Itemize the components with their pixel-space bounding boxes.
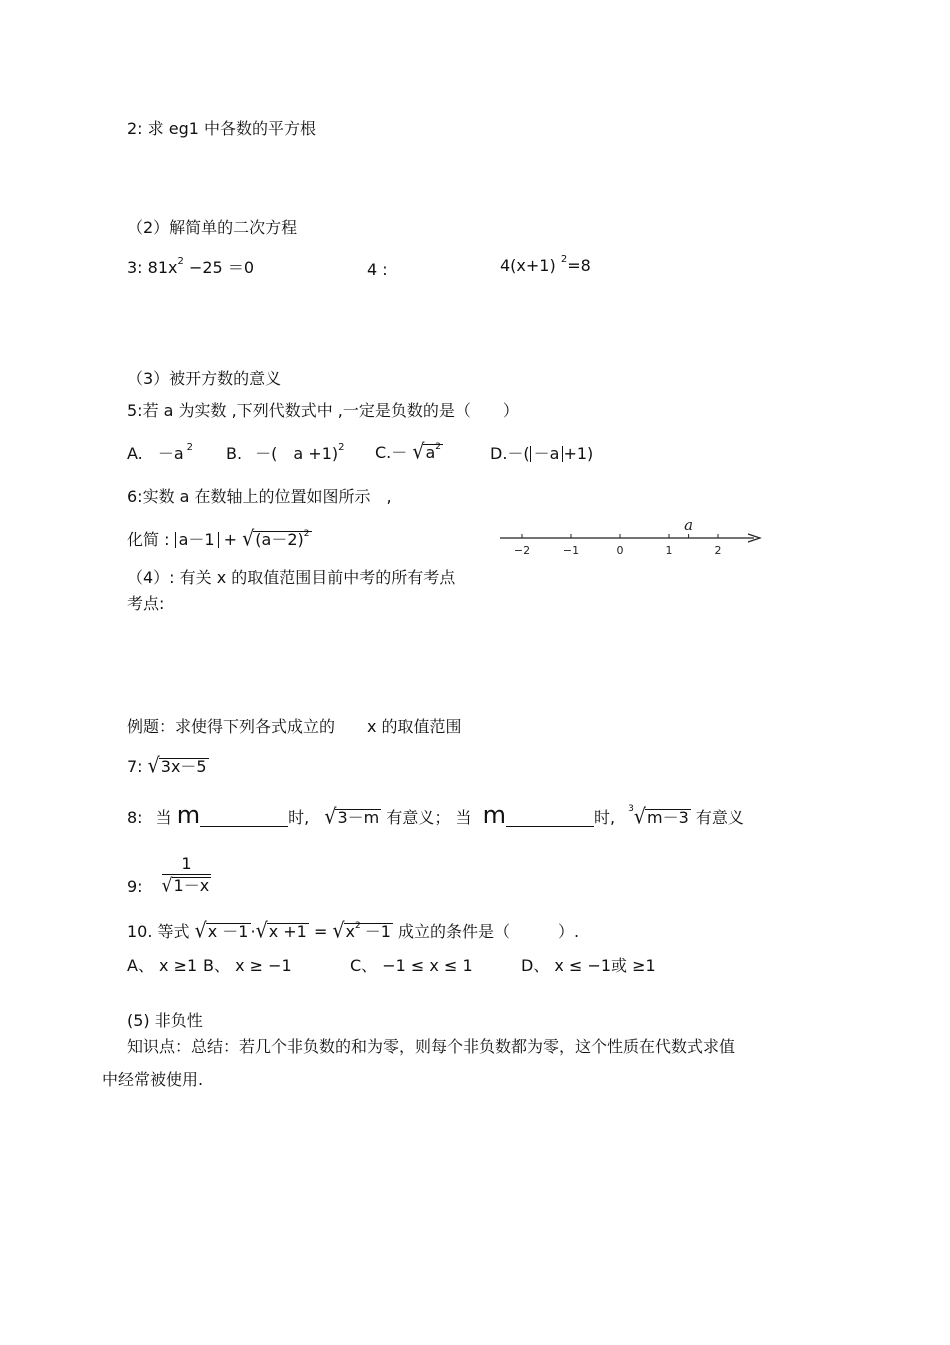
- number-line-tick-label: 2: [714, 544, 722, 557]
- q8-root-index: 3: [628, 804, 634, 814]
- q8-cube-root: $^3$√m－3: [628, 804, 689, 830]
- question-7: [127, 753, 209, 779]
- question-4: [500, 254, 591, 275]
- q8-m: m: [176, 801, 201, 829]
- q5c-radical: $√a^2$: [412, 439, 442, 465]
- question-6-stem: 6:实数 a 在数轴上的位置如图所示 ,: [127, 487, 392, 506]
- q3-term: 81x: [147, 258, 178, 277]
- q5-option-a: [127, 442, 194, 463]
- q10-eq: =: [313, 922, 328, 941]
- q6-radical: $√(a-2)^2$: [242, 526, 310, 552]
- question-8: [127, 801, 744, 830]
- q5-option-c: [375, 439, 443, 465]
- section-5-heading: (5) 非负性: [127, 1011, 203, 1030]
- q10-radicand-3-exp: 2: [355, 921, 361, 931]
- kaodian-label: 考点:: [127, 594, 165, 613]
- section-2-heading: （2）解简单的二次方程: [127, 218, 298, 237]
- q5b-body: －( a +1): [255, 444, 339, 463]
- q5d-tail: +1): [563, 444, 594, 463]
- q10-option-d: D、 x ≤ −1或 ≥1: [521, 956, 656, 975]
- q7-radical: √3x－5: [147, 753, 207, 779]
- number-line-point-label: a: [684, 516, 694, 534]
- q7-label: 7:: [127, 757, 143, 776]
- q9-radicand: 1－x: [173, 876, 210, 895]
- q5b-exp: 2: [338, 442, 345, 453]
- q10-radical-2: √x +1: [255, 918, 307, 944]
- q6-simplify-label: 化简 :: [127, 530, 170, 549]
- q8-shi2: 时,: [593, 808, 616, 827]
- q3-label: 3:: [127, 258, 143, 277]
- q4-exp: 2: [560, 254, 568, 265]
- q8-radical-1: √3－m: [324, 804, 380, 830]
- q8-blank-1[interactable]: [200, 810, 288, 827]
- q5c-label: C.－: [375, 443, 408, 462]
- q10-radical-3: $√x^2 -1$: [332, 918, 391, 944]
- q10-radicand-1: x －1: [207, 922, 249, 941]
- number-line-tick-label: −1: [562, 544, 580, 557]
- number-line-tick-label: −2: [513, 544, 531, 557]
- section-4-heading: （4）: 有关 x 的取值范围目前中考的所有考点: [127, 568, 456, 587]
- question-2: 2: 求 eg1 中各数的平方根: [127, 119, 317, 138]
- q9-label: 9:: [127, 877, 143, 896]
- question-10: [127, 918, 580, 944]
- q9-fraction: [162, 856, 212, 895]
- q4-rest: =8: [567, 256, 591, 275]
- q5a-exp: 2: [186, 442, 194, 453]
- question-3: [127, 256, 255, 277]
- q8-meaningful2: 有意义: [695, 808, 744, 827]
- q5d-abs: －a: [530, 446, 564, 462]
- q6-plus: +: [223, 530, 238, 549]
- example-heading: 例题：求使得下列各式成立的 x 的取值范围: [127, 717, 462, 736]
- q5c-radicand: a: [425, 443, 436, 462]
- q3-exp: 2: [177, 256, 184, 267]
- q8-blank-2[interactable]: [506, 810, 594, 827]
- q10-dot: ·: [250, 922, 256, 941]
- q5b-label: B.: [226, 444, 243, 463]
- q10-radicand-2: x +1: [268, 922, 307, 941]
- question-5-stem: 5:若 a 为实数 ,下列代数式中 ,一定是负数的是（ ）: [127, 401, 519, 420]
- q6-exp: 2: [303, 529, 310, 539]
- q5a-label: A.: [127, 444, 143, 463]
- q9-numerator: 1: [181, 854, 192, 873]
- q5-option-b: [226, 442, 345, 463]
- q10-radicand-3: x: [345, 922, 356, 941]
- q10-radical-1: √x －1: [194, 918, 249, 944]
- q5c-exp: 2: [435, 442, 442, 452]
- q8-radicand-2: m－3: [646, 808, 689, 827]
- knowledge-point: 知识点：总结：若几个非负数的和为零，则每个非负数都为零，这个性质在代数式求值: [127, 1037, 736, 1056]
- q10-radicand-3-tail: －1: [364, 922, 391, 941]
- q5d-label: D.－(: [490, 444, 530, 463]
- q6-radicand: (a－2): [255, 530, 304, 549]
- q3-rest: −25 ＝0: [188, 258, 255, 277]
- q6-abs: a－1: [175, 532, 219, 548]
- q8-m2: m: [482, 801, 506, 829]
- q10-suffix: 成立的条件是（ ）.: [398, 922, 580, 941]
- q6-simplify: [127, 526, 312, 552]
- knowledge-point-cont: 中经常被使用.: [102, 1070, 204, 1089]
- q5a-body: －a: [157, 444, 184, 463]
- number-line-tick-label: 0: [616, 544, 624, 557]
- q10-option-c: C、 −1 ≤ x ≤ 1: [350, 956, 473, 975]
- q8-label: 8:: [127, 808, 143, 827]
- q5-option-d: [490, 446, 593, 462]
- number-line: [498, 516, 768, 564]
- q8-dang: 当: [155, 808, 172, 827]
- q8-shi: 时,: [288, 808, 310, 827]
- q10-prefix: 10. 等式: [127, 922, 190, 941]
- q4-term: 4(x+1): [500, 256, 556, 275]
- q8-meaningful: 有意义；: [386, 808, 451, 827]
- q8-dang2: 当: [455, 808, 472, 827]
- question-4-label: 4 :: [367, 260, 388, 279]
- section-3-heading: （3）被开方数的意义: [127, 369, 282, 388]
- q8-radicand-1: 3－m: [337, 808, 380, 827]
- q9-denominator: √1－x: [161, 874, 210, 897]
- question-9: [127, 856, 211, 895]
- number-line-tick-label: 1: [665, 544, 673, 557]
- q10-option-b: B、 x ≥ −1: [203, 956, 292, 975]
- q7-radicand: 3x－5: [160, 757, 207, 776]
- q10-option-a: A、 x ≥1: [127, 956, 198, 975]
